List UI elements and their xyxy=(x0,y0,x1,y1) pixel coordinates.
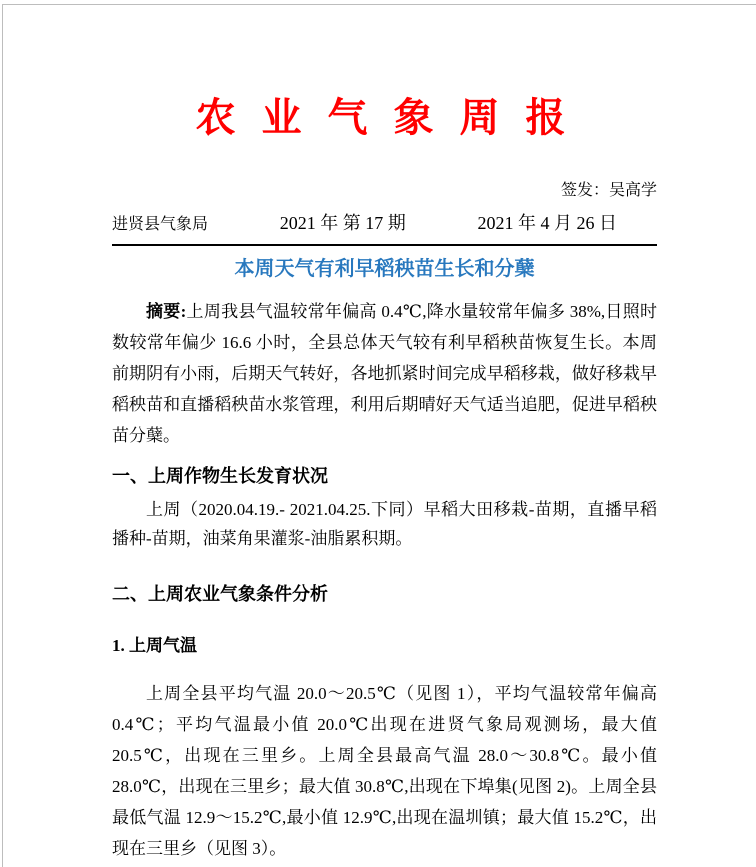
document-content xyxy=(112,5,657,864)
issue-date: 2021 年 4 月 26 日 xyxy=(477,213,617,233)
section-2-heading: 二、上周农业气象条件分析 xyxy=(112,584,328,604)
report-title: 农 业 气 象 周 报 xyxy=(195,95,574,140)
subsection-1-paragraph: 上周全县平均气温 20.0～20.5℃（见图 1），平均气温较常年偏高 0.4℃；平均气温最小值 20.0℃出现在进贤气象局观测场，最大值 20.5℃，出现在三里乡。上周全县最高气温 28.0～30.8℃。最小值 28.0℃，出现在三里乡；最大值 30.8℃,出现在下埠集(见图 2)。上周全县最低气温 12.9～15.2℃,最小值 12.9℃,出现在温圳镇；最大值 15.2℃，出现在三里乡（见图 3）。 xyxy=(112,684,657,858)
section-1-heading: 一、上周作物生长发育状况 xyxy=(112,466,328,486)
section-1-paragraph: 上周（2020.04.19.- 2021.04.25.下同）早稻大田移栽-苗期，直播早稻播种-苗期，油菜角果灌浆-油脂累积期。 xyxy=(112,500,657,548)
issuing-agency: 进贤县气象局 xyxy=(112,216,209,233)
subsection-1-heading: 1. 上周气温 xyxy=(112,636,197,655)
abstract-text: 上周我县气温较常年偏高 0.4℃,降水量较常年偏多 38%,日照时数较常年偏少 16.6 小时，全县总体天气较有利早稻秧苗恢复生长。本周前期阴有小雨，后期天气转好，各地抓紧时间完成早稻移栽，做好移栽早稻秧苗和直播稻秧苗水浆管理，利用后期晴好天气适当追肥，促进早稻秧苗分蘖。 xyxy=(112,302,657,445)
divider-line xyxy=(112,244,657,246)
document-page xyxy=(2,4,756,867)
report-headline: 本周天气有利早稻秧苗生长和分蘖 xyxy=(234,258,535,280)
signer-line: 签发：吴高学 xyxy=(560,182,657,199)
issue-number: 2021 年 第 17 期 xyxy=(279,213,406,233)
abstract-label: 摘要: xyxy=(146,302,187,321)
issue-meta-row xyxy=(112,210,657,238)
abstract-paragraph xyxy=(112,296,657,451)
